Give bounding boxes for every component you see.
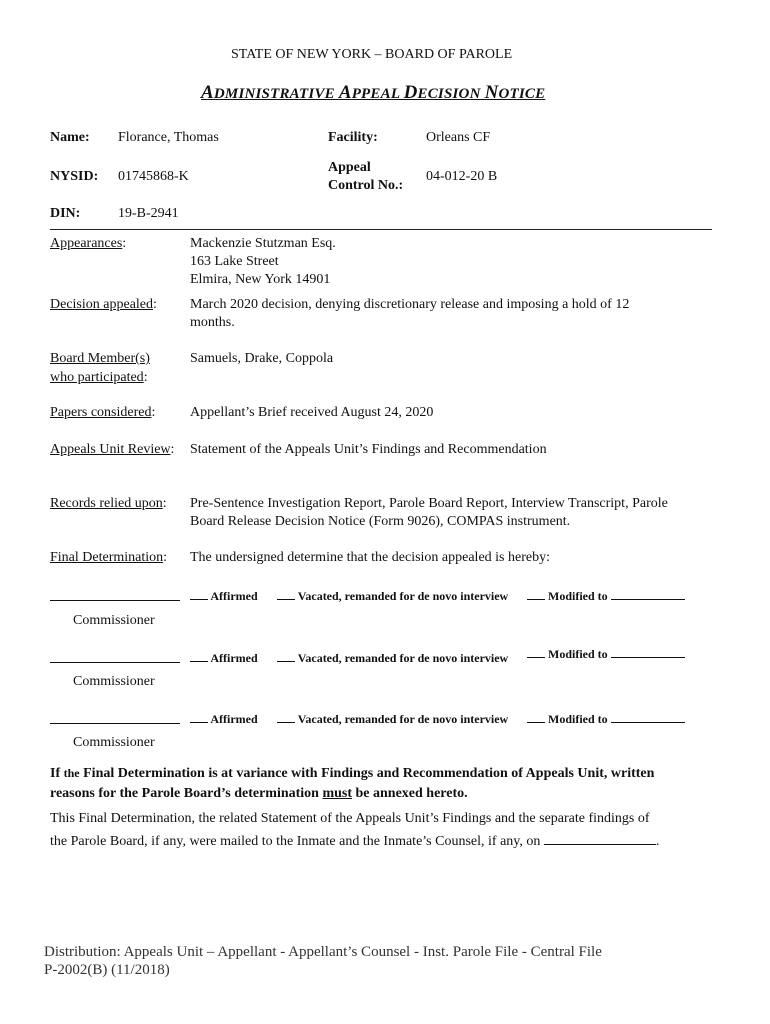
agency-heading: STATE OF NEW YORK – BOARD OF PAROLE — [231, 47, 513, 62]
appeal-control-value: 04-012-20 B — [426, 169, 498, 184]
name-value: Florance, Thomas — [118, 130, 219, 145]
records-relied-line-2: Board Release Decision Notice (Form 9026), COMPAS instrument. — [190, 514, 571, 529]
commissioner-signature-line-1[interactable] — [50, 600, 180, 601]
nysid-label: NYSID: — [50, 169, 99, 184]
papers-considered-label: Papers considered: — [50, 405, 156, 420]
name-label: Name: — [50, 130, 90, 145]
vacated-option-3[interactable]: Vacated, remanded for de novo interview — [277, 711, 508, 727]
mailing-notice-line-2: the Parole Board, if any, were mailed to the Inmate and the Inmate’s Counsel, if any, on . — [50, 831, 659, 850]
records-relied-line-1: Pre-Sentence Investigation Report, Parole Board Report, Interview Transcript, Parole — [190, 496, 668, 511]
commissioner-label-3: Commissioner — [73, 735, 155, 750]
vacated-option-1[interactable]: Vacated, remanded for de novo interview — [277, 588, 508, 604]
affirmed-option-2[interactable]: Affirmed — [190, 650, 258, 666]
board-members-label-line2: who participated: — [50, 370, 148, 385]
vacated-option-2[interactable]: Vacated, remanded for de novo interview — [277, 650, 508, 666]
papers-considered-value: Appellant’s Brief received August 24, 2020 — [190, 405, 434, 420]
commissioner-label-1: Commissioner — [73, 613, 155, 628]
facility-label: Facility: — [328, 130, 378, 145]
appearances-label: Appearances: — [50, 236, 127, 251]
variance-notice-line-1: If the Final Determination is at variance with Findings and Recommendation of Appeals Unit, written — [50, 766, 655, 781]
appearances-line-2: 163 Lake Street — [190, 254, 279, 269]
affirmed-option-3[interactable]: Affirmed — [190, 711, 258, 727]
appeal-control-label-line2: Control No.: — [328, 178, 404, 193]
modified-option-3[interactable]: Modified to — [527, 711, 685, 727]
form-number: P-2002(B) (11/2018) — [44, 962, 170, 978]
facility-value: Orleans CF — [426, 130, 491, 145]
appeals-unit-review-label: Appeals Unit Review: — [50, 442, 175, 457]
appearances-line-3: Elmira, New York 14901 — [190, 272, 331, 287]
affirmed-option-1[interactable]: Affirmed — [190, 588, 258, 604]
distribution-footer: Distribution: Appeals Unit – Appellant - Appellant’s Counsel - Inst. Parole File - Central File — [44, 944, 602, 960]
document-title: ADMINISTRATIVE APPEAL DECISION NOTICE — [201, 82, 546, 103]
board-members-label-line1: Board Member(s) — [50, 351, 150, 366]
final-determination-label: Final Determination: — [50, 550, 168, 565]
decision-appealed-label: Decision appealed: — [50, 297, 157, 312]
modified-option-1[interactable]: Modified to — [527, 588, 685, 604]
commissioner-label-2: Commissioner — [73, 674, 155, 689]
commissioner-signature-line-3[interactable] — [50, 723, 180, 724]
appeals-unit-review-value: Statement of the Appeals Unit’s Findings and Recommendation — [190, 442, 547, 457]
mailing-date-blank[interactable] — [544, 831, 656, 845]
records-relied-label: Records relied upon: — [50, 496, 167, 511]
variance-notice-line-2: reasons for the Parole Board’s determination must be annexed hereto. — [50, 786, 468, 801]
decision-appealed-line-2: months. — [190, 315, 235, 330]
header-divider — [50, 229, 712, 230]
board-members-value: Samuels, Drake, Coppola — [190, 351, 334, 366]
mailing-notice-line-1: This Final Determination, the related Statement of the Appeals Unit’s Findings and the separate findings of — [50, 811, 650, 826]
final-determination-value: The undersigned determine that the decision appealed is hereby: — [190, 550, 550, 565]
decision-appealed-line-1: March 2020 decision, denying discretionary release and imposing a hold of 12 — [190, 297, 630, 312]
din-label: DIN: — [50, 206, 81, 221]
nysid-value: 01745868-K — [118, 169, 189, 184]
appearances-line-1: Mackenzie Stutzman Esq. — [190, 236, 336, 251]
appeal-control-label-line1: Appeal — [328, 160, 371, 175]
din-value: 19-B-2941 — [118, 206, 179, 221]
commissioner-signature-line-2[interactable] — [50, 662, 180, 663]
modified-option-2[interactable]: Modified to — [527, 646, 685, 662]
